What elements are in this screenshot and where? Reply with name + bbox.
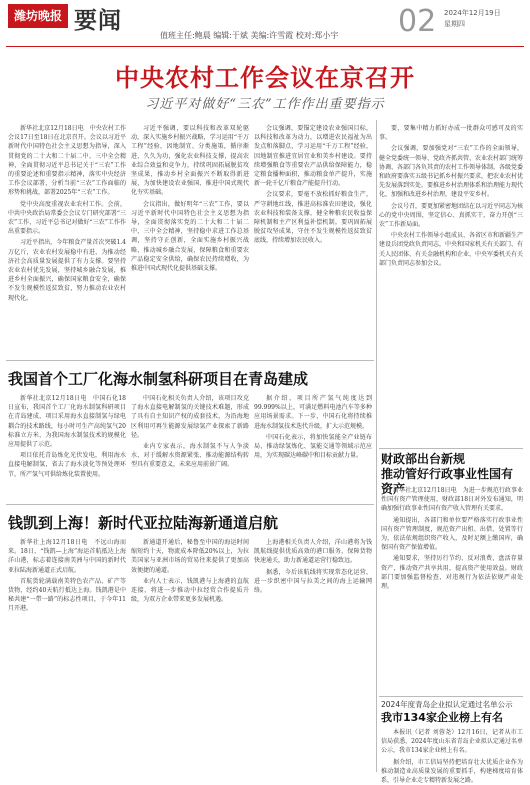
story-headline-shipping: 钱凯到上海！新时代亚拉陆海新通道启航: [8, 514, 279, 532]
story2-column-1: [8, 538, 126, 774]
page-number: 02: [398, 4, 437, 39]
masthead-divider: [6, 46, 524, 47]
finance-paragraph: 通知提出，各部门和单位要严格落实行政事业性国有资产管理制度，规范资产出租、出借、处置等行为，依法依规组织资产收入，及时足额上缴国库，确保国有资产保值增值。: [381, 516, 523, 552]
lead-subheadline: 习近平对做好“三农”工作作出重要指示: [145, 97, 385, 112]
lead-paragraph: 会议强调，要锚定建设农业强国目标，以科技和改革为动力，以增进农民福祉为出发点和落脚点，学习运用“千万工程”经验，因地制宜推进宜居宜业和美乡村建设。要持续增强粮食等重要农产品供给保障能力，稳定粮食播种面积，推动粮食单产提升，实施新一轮千亿斤粮食产能提升行动。: [254, 125, 372, 188]
newspaper-logo: 潍坊晚报: [8, 4, 68, 28]
section-divider: [6, 360, 374, 361]
story-headline-hydrogen: 我国首个工厂化海水制氢科研项目在青岛建成: [8, 370, 309, 388]
finance-headline-line1: 财政部出台新规: [381, 452, 466, 466]
list-paragraph: 本报讯（记者 刘蓉尧）12月16日，记者从市工信局获悉，2024年度山东省青岛企业拟认定通过名单公示，我市134家企业榜上有名。: [381, 729, 523, 755]
story-paragraph: 上海港相关负责人介绍，洋山港将为钱凯航线提供优质高效的港口服务，保障货物快速通关，助力新通道运营行稳致远。: [254, 539, 372, 565]
story2-column-3: [254, 538, 372, 774]
story2-column-2: [131, 538, 249, 774]
story-paragraph: 中国石化相关负责人介绍，该项目攻克了海水直接电解制氢的关键技术难题，形成了具有自主知识产权的成套技术，为沿海地区利用可再生能源发展绿氢产业探索了新路径。: [131, 395, 249, 439]
lead-paragraph: 会议指出，做好明年“三农”工作，要以习近平新时代中国特色社会主义思想为指导，全面贯彻落实党的二十大和二十届二中、三中全会精神，坚持稳中求进工作总基调，坚持守正创新，全面实施乡村振兴战略，推动城乡融合发展，保障粮食和重要农产品稳定安全供给，确保农民持续增收，为推进中国式现代化提供基础支撑。: [131, 200, 249, 273]
list-headline: [381, 699, 523, 725]
lead-column-2: [131, 124, 249, 356]
lead-paragraph: 要，要集中精力抓好办成一批群众可感可及的实事。: [379, 125, 523, 142]
editor-credits: 值班主任:鲍晨 编辑:于斌 美编:许雪霞 校对:郑小宇: [160, 31, 339, 40]
story1-column-1: [8, 394, 126, 500]
lead-column-3: [254, 124, 372, 356]
lead-headline: 中央农村工作会议在京召开: [115, 64, 415, 92]
lead-paragraph: 党中央高度重视农业农村工作。会前，中共中央政治局常委会会议专门研究部署“三农”工作，习近平总书记对做好“三农”工作作出重要指示。: [8, 200, 126, 236]
story-paragraph: 据悉，今后该航线将实现常态化运营，进一步织密中国与拉美之间的海上运输网络。: [254, 568, 372, 595]
section-divider: [379, 696, 523, 697]
lead-paragraph: 会议号召，要更加紧密地团结在以习近平同志为核心的党中央周围，坚定信心、真抓实干，奋力开创“三农”工作新局面。: [379, 202, 524, 229]
story-paragraph: 中国石化表示，将加快氢能全产业链布局，推动绿氢炼化、氢能交通等领域示范应用，为实现碳达峰碳中和目标贡献力量。: [254, 433, 372, 460]
section-title: 要闻: [74, 8, 122, 34]
issue-date: 2024年12月19日: [444, 9, 501, 17]
lead-paragraph: 中央农村工作领导小组成员、各省区市和新疆生产建设兵团党政负责同志，中央和国家机关有关部门、有关人民团体、有关金融机构和企业、中央军委机关有关部门负责同志参加会议。: [379, 232, 524, 267]
lead-paragraph: 习近平指出，今年粮食产量首次突破1.4万亿斤，农业农村发展稳中有进，为推动经济社会高质量发展提供了有力支撑。要坚持农业农村优先发展，坚持城乡融合发展，推进乡村全面振兴，确保国家粮食安全，确保不发生规模性返贫致贫，努力推动农业农村现代化。: [8, 239, 126, 302]
story-paragraph: 项目依托青岛炼化光伏发电，利用海水直接电解制氢，省去了海水淡化等预处理环节，所产氢气可供给炼化装置使用。: [8, 452, 126, 478]
lead-paragraph: 会议要求，要毫不放松抓好粮食生产，严守耕地红线，推进高标准农田建设，强化农业科技和装备支撑，健全种粮农民收益保障机制和主产区利益补偿机制。要巩固拓展脱贫攻坚成果，守住不发生规模性返贫致贫底线，持续增加农民收入。: [254, 191, 372, 245]
finance-paragraph: 通知要求，坚持厉行节约、反对浪费，盘活存量资产，推动资产共享共用，提高资产使用效益。财政部门要加强监督检查，对违规行为依法依规严肃处理。: [381, 555, 523, 591]
lead-paragraph: 会议强调，要加强党对“三农”工作的全面领导，健全党委统一领导、党政齐抓共管、农业农村部门统筹协调、各部门各负其责的农村工作领导体制。各级党委和政府要落实五级书记抓乡村振兴要求，把农业农村优先发展落到实处。要推进乡村治理体系和治理能力现代化，加强和改进乡村治理，建设平安乡村。: [379, 145, 524, 199]
story-paragraph: 首航货轮满载南美特色农产品、矿产等货物，经约40天航行抵达上海。钱凯港是中秘共建“一带一路”的标志性项目，于今年11月开港。: [8, 577, 126, 613]
story-paragraph: 新通道开通后，秘鲁至中国的海运时间缩短约十天，物流成本降低20%以上，为拉美国家与亚洲市场的贸易往来提供了更加高效便捷的通道。: [131, 539, 249, 574]
section-divider: [6, 504, 374, 505]
story-paragraph: 新华社上海12月18日电 不远山海而来。18日，“钱凯—上海”海运首航抵达上海洋山港，标志着连接南美洲与中国的新时代亚拉陆海新通道正式启航。: [8, 539, 126, 574]
finance-body: [381, 486, 523, 692]
finance-paragraph: 新华社北京12月18日电 为进一步规范行政事业性国有资产管理使用，财政部18日对外发布通知，明确加强行政事业性国有资产收入管理有关要求。: [381, 487, 523, 513]
story1-column-2: [131, 394, 249, 500]
list-headline-line2: 我市134家企业榜上有名: [381, 711, 503, 724]
list-body: [381, 728, 523, 785]
lead-continuation-column: [379, 124, 523, 446]
finance-headline-line2: 推动管好行政事业性国有资产: [381, 467, 514, 496]
issue-info: [444, 8, 528, 30]
masthead: [0, 0, 530, 44]
section-divider: [379, 448, 523, 449]
lead-paragraph: 新华社北京12月18日电 中央农村工作会议17日至18日在北京召开。会议以习近平新时代中国特色社会主义思想为指导，深入贯彻党的二十大和二十届二中、三中全会精神，全面贯彻习近平总书记关于“三农”工作的重要论述和重要指示精神，落实中央经济工作会议部署，分析当前“三农”工作面临的形势和挑战，部署2025年“三农”工作。: [8, 125, 126, 197]
list-paragraph: 据介绍，市工信局坚持把培育壮大优质企业作为推动制造业高质量发展的重要抓手，构建梯度培育体系，引导企业走专精特新发展之路。: [381, 758, 523, 785]
story-paragraph: 业内人士表示，钱凯港与上海港的直航连接，将进一步推动中拉经贸合作提质升级，为双方企业带来更多发展机遇。: [131, 577, 249, 604]
story1-column-3: [254, 394, 372, 500]
story-paragraph: 据介绍，项目所产氢气纯度达到99.999%以上，可满足燃料电池汽车等多种应用场景需求。下一步，中国石化将持续推进海水制氢技术迭代升级，扩大示范规模。: [254, 395, 372, 430]
list-headline-line1: 2024年度青岛企业拟认定通过名单公示: [381, 700, 513, 709]
issue-weekday: 星期四: [444, 20, 465, 28]
story-paragraph: 业内专家表示，海水制氢不与人争淡水，对于缓解水资源紧张、推动能源结构转型具有重要意义，未来应用前景广阔。: [131, 443, 249, 469]
lead-paragraph: 习近平强调，要以科技和改革双轮驱动，深入实施乡村振兴战略，学习运用“千万工程”经验，因地制宜、分类施策，循序渐进、久久为功，强化农业科技支撑，提高农业综合效益和竞争力，持续巩固拓展脱贫攻坚成果，推动乡村全面振兴不断取得新进展，为加快建设农业强国、推进中国式现代化夯实基础。: [131, 125, 249, 197]
lead-column-1: [8, 124, 126, 356]
story-paragraph: 新华社北京12月18日电 中国石化18日宣布，我国首个工厂化海水制氢科研项目在青岛建成，项目采用海水直接制氢与绿电耦合的技术路线，每小时可生产高纯氢气20标准立方米，为我国海水制氢技术的规模化应用提供了示范。: [8, 395, 126, 449]
column-divider: [376, 120, 377, 772]
